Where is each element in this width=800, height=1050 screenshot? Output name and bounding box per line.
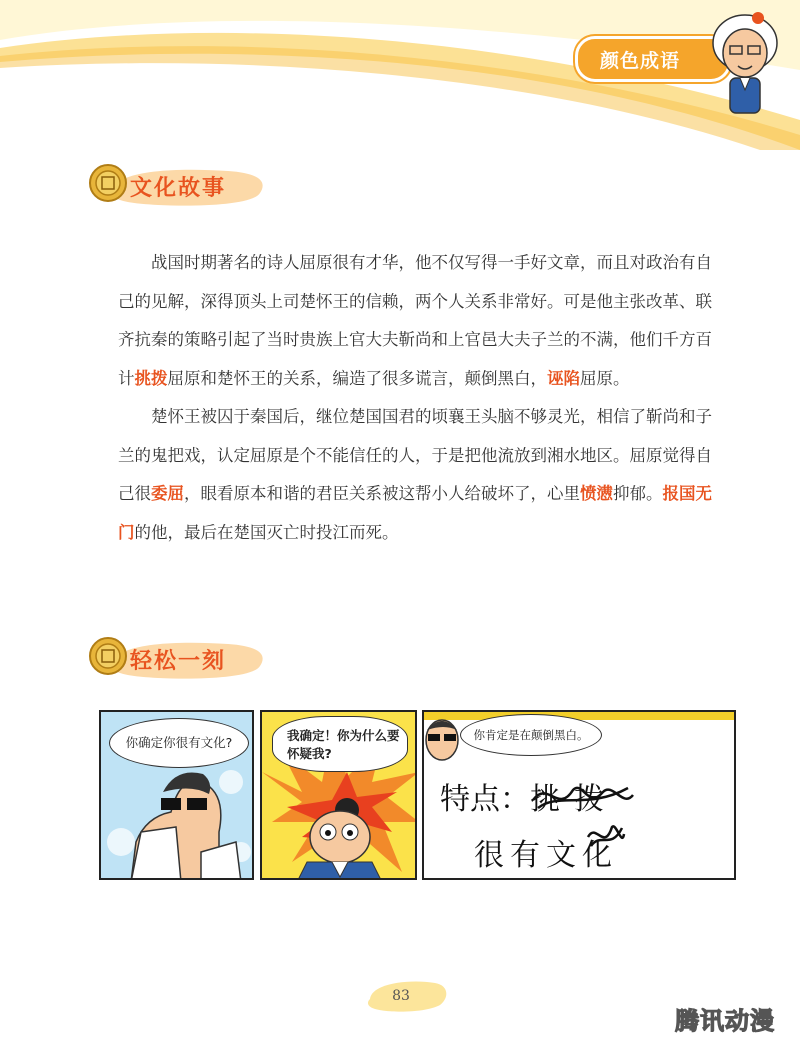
highlight-word: 挑拨 [134,368,168,388]
story-text: ，眼看原本和谐的君臣关系被这帮小人给破坏了，心里 [184,484,580,503]
speech-bubble [272,716,408,772]
coin-icon [88,163,128,203]
speech-text: 怀疑我? [287,746,332,761]
watermark-logo [660,1000,790,1040]
speech-bubble [109,718,249,768]
story-paragraph [118,244,728,398]
watermark-text: 腾讯动漫 [675,1007,775,1035]
speech-text: 你肯定是在颠倒黑白。 [473,728,589,742]
scribble-mark-icon [586,822,626,852]
page-number: 83 [392,988,410,1004]
scribble-text: 挑拨 [530,782,618,817]
story-body [118,244,728,552]
handwritten-line-1 [440,774,618,818]
story-text: 屈原。 [580,368,630,388]
story-text: 楚怀王被囚于秦国后，继位楚国国君的顷襄王头脑不够灵光，相信了靳尚和子兰的鬼把戏，认定屈原是个不能信任的人，于是把他流放到湘水地区。屈原觉得自己很 [118,407,712,503]
speech-text: 我确定！你为什么要 [287,728,400,743]
story-text: 屈原和楚怀王的关系，编造了很多谎言，颠倒黑白， [167,368,547,388]
story-text: 的他，最后在楚国灭亡时投江而死。 [134,522,399,542]
mascot-old-man-icon [700,8,790,123]
scribbled-word [530,774,618,818]
scribble-mark-icon [528,780,638,814]
section-title-story [88,163,268,213]
comic-panel-3 [422,710,736,880]
coin-icon [88,636,128,676]
story-text: 战国时期著名的诗人屈原很有才华，他不仅写得一手好文章，而且对政治有自己的见解，深得顶头上司楚怀王的信赖，两个人关系非常好。可是他主张改革、联齐抗秦的策略引起了当时贵族上官大夫靳尚和上官邑大夫子兰的不满，他们千方百计 [118,253,712,388]
speech-text: 你确定你很有文化? [125,735,233,750]
section-title-relax [88,636,268,686]
scribbled-word [594,820,614,849]
chapter-label-text: 颜色成语 [600,50,681,72]
comic-panel-2 [260,710,417,880]
section-title-text: 文化故事 [130,176,227,201]
comic-panel-1 [99,710,254,880]
highlight-word: 报国无门 [118,484,712,542]
highlight-word: 委屈 [151,484,184,503]
handwritten-text: 很有文化 [474,838,618,873]
story-paragraph [118,398,728,552]
handwritten-label: 特点： [440,782,530,817]
story-text: 抑郁。 [613,484,663,503]
speech-bubble [460,714,602,756]
highlight-word: 诬陷 [547,368,580,388]
section-title-text: 轻松一刻 [130,649,227,674]
highlight-word: 愤懑 [580,484,613,503]
